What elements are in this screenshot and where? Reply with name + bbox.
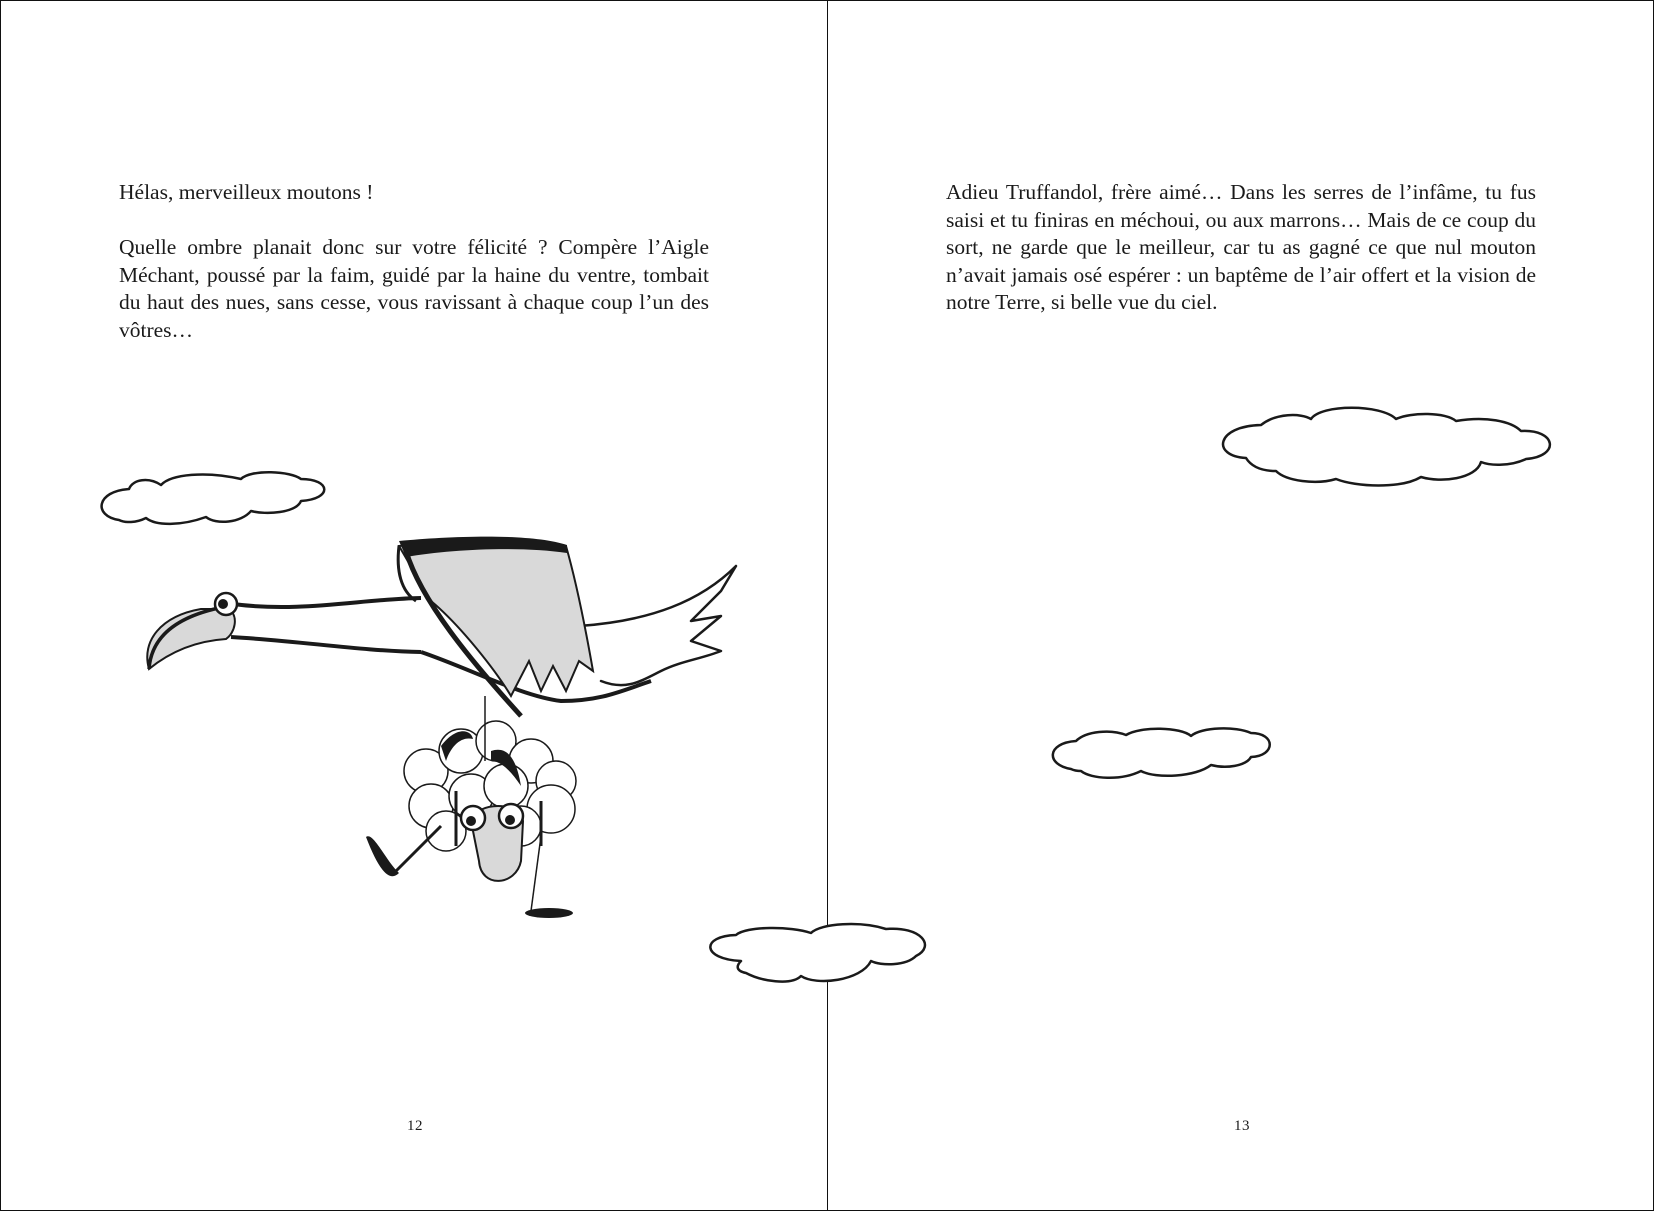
sheep-icon [366,696,576,918]
right-page-number: 13 [1234,1118,1250,1134]
left-paragraph-2: Quelle ombre planait donc sur votre félicité ? Compère l’Aigle Méchant, poussé par la faim, guidé par la haine du ventre, tombait du haut des nues, sans cesse, vous ravissant à chaque coup l’un des vôtres… [119,235,709,342]
right-paragraph-1: Adieu Truffandol, frère aimé… Dans les serres de l’infâme, tu fus saisi et tu finiras en méchoui, ou aux marrons… Mais de ce coup du sort, ne garde que le meilleur, car tu as gagné ce que nul mouton n’avait jamais osé espérer : un baptême de l’air offert et la vision de notre Terre, si belle vue du ciel. [946,180,1536,314]
illustration-layer [1,1,1653,1210]
cloud-icon [1223,408,1550,486]
cloud-icon [102,472,325,524]
left-paragraph-1: Hélas, merveilleux moutons ! [119,180,374,204]
cloud-icon [710,924,925,982]
left-page-number: 12 [407,1118,423,1134]
eagle-icon [147,537,736,716]
cloud-icon [1053,728,1270,777]
